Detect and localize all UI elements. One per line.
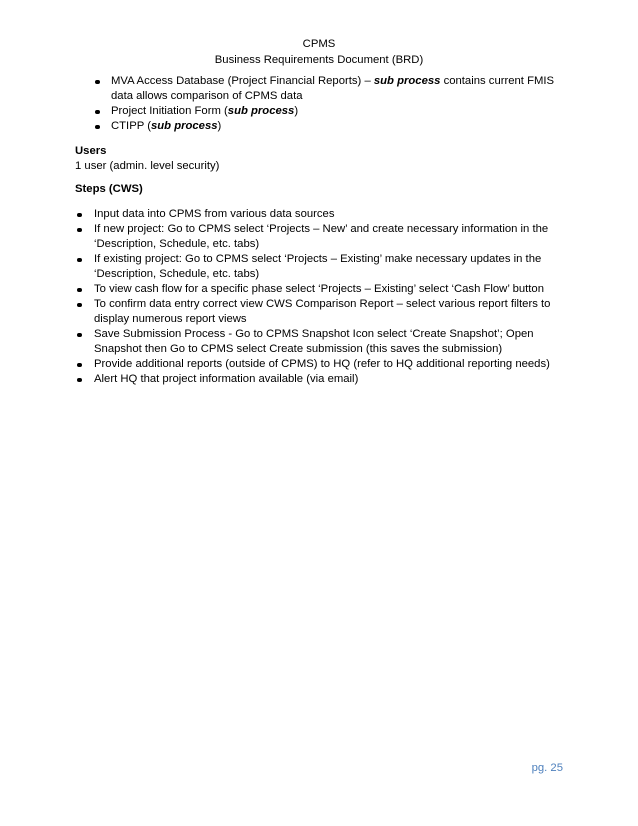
header-title: CPMS [302, 38, 336, 50]
list-item: Project Initiation Form (sub process) [92, 104, 575, 119]
list-item: If existing project: Go to CPMS select ‘Projects – Existing’ make necessary updates in the ‘Description, Schedule, etc. tabs) [75, 252, 575, 282]
source-list [92, 74, 575, 134]
list-item: Save Submission Process - Go to CPMS Snapshot Icon select ‘Create Snapshot’; Open Snapshot then Go to CPMS select Create submission (this saves the submission) [75, 327, 575, 357]
list-item: MVA Access Database (Project Financial Reports) – sub process contains current FMIS data allows comparison of CPMS data [92, 74, 575, 104]
page-content [75, 74, 575, 387]
list-item: Alert HQ that project information available (via email) [75, 372, 575, 387]
list-item: Provide additional reports (outside of CPMS) to HQ (refer to HQ additional reporting needs) [75, 357, 575, 372]
bullet-icon [77, 378, 82, 383]
bullet-icon [77, 333, 82, 338]
bullet-icon [95, 110, 100, 115]
bullet-icon [95, 125, 100, 130]
bullet-icon [77, 363, 82, 368]
page-number: pg. 25 [531, 762, 563, 774]
list-item: If new project: Go to CPMS select ‘Projects – New’ and create necessary information in the ‘Description, Schedule, etc. tabs) [75, 222, 575, 252]
bullet-icon [77, 213, 82, 218]
bullet-icon [77, 288, 82, 293]
list-item: CTIPP (sub process) [92, 119, 575, 134]
bullet-icon [77, 228, 82, 233]
users-heading: Users [75, 145, 107, 157]
list-item: Input data into CPMS from various data sources [75, 207, 575, 222]
list-item: To confirm data entry correct view CWS Comparison Report – select various report filters to display numerous report views [75, 297, 575, 327]
list-item: To view cash flow for a specific phase select ‘Projects – Existing’ select ‘Cash Flow’ button [75, 282, 575, 297]
bullet-icon [95, 80, 100, 85]
bullet-icon [77, 303, 82, 308]
steps-heading: Steps (CWS) [75, 183, 143, 195]
header-subtitle: Business Requirements Document (BRD) [214, 53, 424, 66]
page-header [0, 37, 638, 68]
users-text: 1 user (admin. level security) [75, 160, 220, 172]
steps-list [75, 207, 575, 387]
bullet-icon [77, 258, 82, 263]
